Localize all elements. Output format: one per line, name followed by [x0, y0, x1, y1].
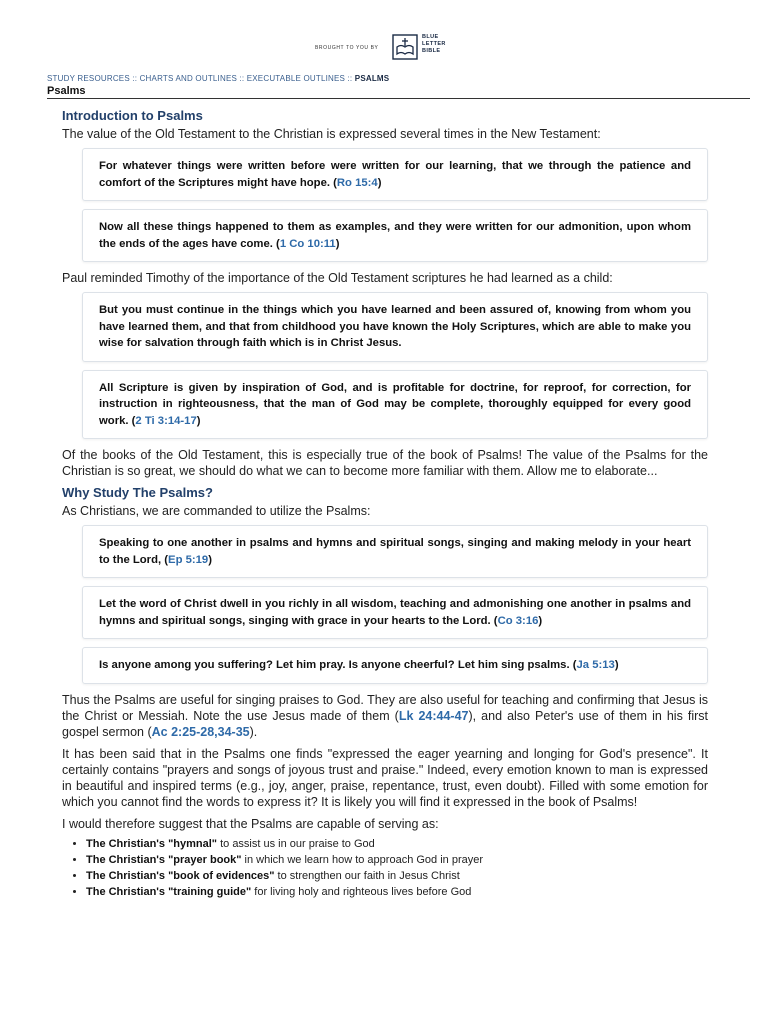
why-para-2: It has been said that in the Psalms one finds "expressed the eager yearning and longing for God's presence". It certainly contains "prayers and songs of joyous trust and praise." Indeed, every emotion known to man is expressed in beautiful and inspired terms (e.g., joy, anger, praise, repentance, trust, even doubt). Filled with some emotion for which you cannot find the words to express it? It is likely you will find it expressed in the book of Psalms!	[62, 746, 708, 809]
para-text: ).	[249, 724, 258, 739]
intro-lead: The value of the Old Testament to the Christian is expressed several times in the New Testament:	[62, 127, 601, 141]
list-item-bold: The Christian's "prayer book"	[86, 853, 242, 866]
page-title: Psalms	[47, 85, 86, 97]
scripture-quote	[82, 647, 708, 684]
why-para-3: I would therefore suggest that the Psalms are capable of serving as:	[62, 816, 439, 831]
verse-link[interactable]: Ro 15:4	[336, 176, 378, 189]
list-item-bold: The Christian's "hymnal"	[86, 837, 218, 850]
logo-wordmark	[422, 34, 446, 55]
quote-text: Let the word of Christ dwell in you richly in all wisdom, teaching and admonishing one another in psalms and hymns and spiritual songs, singing with grace in your hearts to the Lord. (	[99, 598, 691, 627]
section-heading-intro: Introduction to Psalms	[62, 108, 203, 123]
logo-line-2: LETTER	[422, 41, 446, 47]
breadcrumb-study-resources[interactable]: STUDY RESOURCES	[47, 74, 130, 83]
list-item-text: to assist us in our praise to God	[217, 837, 375, 850]
quote-text: But you must continue in the things which you have learned and been assured of, knowing from whom you have learned them, and that from childhood you have known the Holy Scriptures, which are able to make you wise for salvation through faith which is in Christ Jesus.	[99, 304, 691, 349]
why-para-1	[62, 692, 708, 740]
scripture-quote	[82, 370, 708, 440]
breadcrumb-executable-outlines[interactable]: EXECUTABLE OUTLINES	[246, 74, 346, 83]
quote-text: Speaking to one another in psalms and hymns and spiritual songs, singing and making melody in your heart to the Lord, (	[99, 537, 691, 566]
breadcrumb-separator: ::	[237, 74, 247, 83]
quote-end: )	[335, 237, 340, 250]
scripture-quote	[82, 525, 708, 578]
list-item-bold: The Christian's "book of evidences"	[86, 869, 275, 882]
quote-text: All Scripture is given by inspiration of God, and is profitable for doctrine, for reproof, for correction, for instruction in righteousness, that the man of God may be complete, thoroughly equipped for every good work. (	[99, 381, 691, 427]
quote-end: )	[196, 414, 201, 427]
list-item-text: in which we learn how to approach God in prayer	[241, 853, 484, 866]
quote-end: )	[614, 659, 619, 671]
quote-text: Is anyone among you suffering? Let him pray. Is anyone cheerful? Let him sing psalms. (	[99, 659, 577, 671]
intro-closing: Of the books of the Old Testament, this is especially true of the book of Psalms! The value of the Psalms for the Christian is so great, we should do what we can to become more familiar with them. Allow me to elaborate...	[62, 448, 708, 478]
list-item	[86, 868, 708, 884]
logo-line-1: BLUE	[422, 34, 439, 40]
why-lead: As Christians, we are commanded to utilize the Psalms:	[62, 504, 371, 518]
verse-link[interactable]: Ep 5:19	[168, 553, 209, 566]
quote-end: )	[208, 553, 212, 566]
quote-text: Now all these things happened to them as examples, and they were written for our admonition, upon whom the ends of the ages have come. (	[99, 221, 691, 250]
section-heading-why: Why Study The Psalms?	[62, 485, 213, 500]
breadcrumb	[47, 74, 389, 83]
breadcrumb-separator: ::	[129, 74, 140, 83]
quote-end: )	[538, 614, 543, 627]
scripture-quote	[82, 586, 708, 639]
list-item	[86, 852, 708, 868]
para-text: ), and also Peter's use of them in his first gospel sermon (	[62, 708, 708, 739]
list-item-text: to strengthen our faith in Jesus Christ	[274, 869, 460, 882]
title-divider	[47, 98, 750, 99]
verse-link[interactable]: Co 3:16	[497, 614, 539, 627]
verse-link[interactable]: 2 Ti 3:14-17	[135, 414, 197, 427]
verse-link[interactable]: 1 Co 10:11	[279, 237, 336, 250]
psalms-uses-list	[62, 836, 708, 900]
breadcrumb-charts-outlines[interactable]: CHARTS AND OUTLINES	[139, 74, 238, 83]
list-item-bold: The Christian's "training guide"	[86, 885, 252, 898]
scripture-quote	[82, 292, 708, 362]
blue-letter-bible-logo-icon[interactable]	[392, 33, 418, 61]
logo-line-3: BIBLE	[422, 48, 441, 54]
para-text: Thus the Psalms are useful for singing praises to God. They are also useful for teaching and confirming that Jesus is the Christ or Messiah. Note the use Jesus made of them (	[62, 692, 708, 723]
list-item	[86, 836, 708, 852]
scripture-quote	[82, 148, 708, 201]
verse-link[interactable]: Lk 24:44-47	[398, 708, 469, 723]
breadcrumb-separator: ::	[345, 74, 355, 83]
brought-by-text: BROUGHT TO YOU BY	[315, 45, 379, 51]
verse-link[interactable]: Ja 5:13	[576, 659, 615, 671]
main-content	[62, 106, 708, 900]
quote-end: )	[377, 176, 382, 189]
quote-text: For whatever things were written before were written for our learning, that we through the patience and comfort of the Scriptures might have hope. (	[99, 160, 691, 189]
brand-header	[0, 33, 768, 63]
list-item-text: for living holy and righteous lives before God	[251, 885, 472, 898]
verse-link[interactable]: Ac 2:25-28,34-35	[151, 724, 250, 739]
list-item	[86, 884, 708, 900]
intro-lead-2: Paul reminded Timothy of the importance of the Old Testament scriptures he had learned as a child:	[62, 271, 613, 285]
scripture-quote	[82, 209, 708, 262]
breadcrumb-current: PSALMS	[354, 74, 390, 83]
